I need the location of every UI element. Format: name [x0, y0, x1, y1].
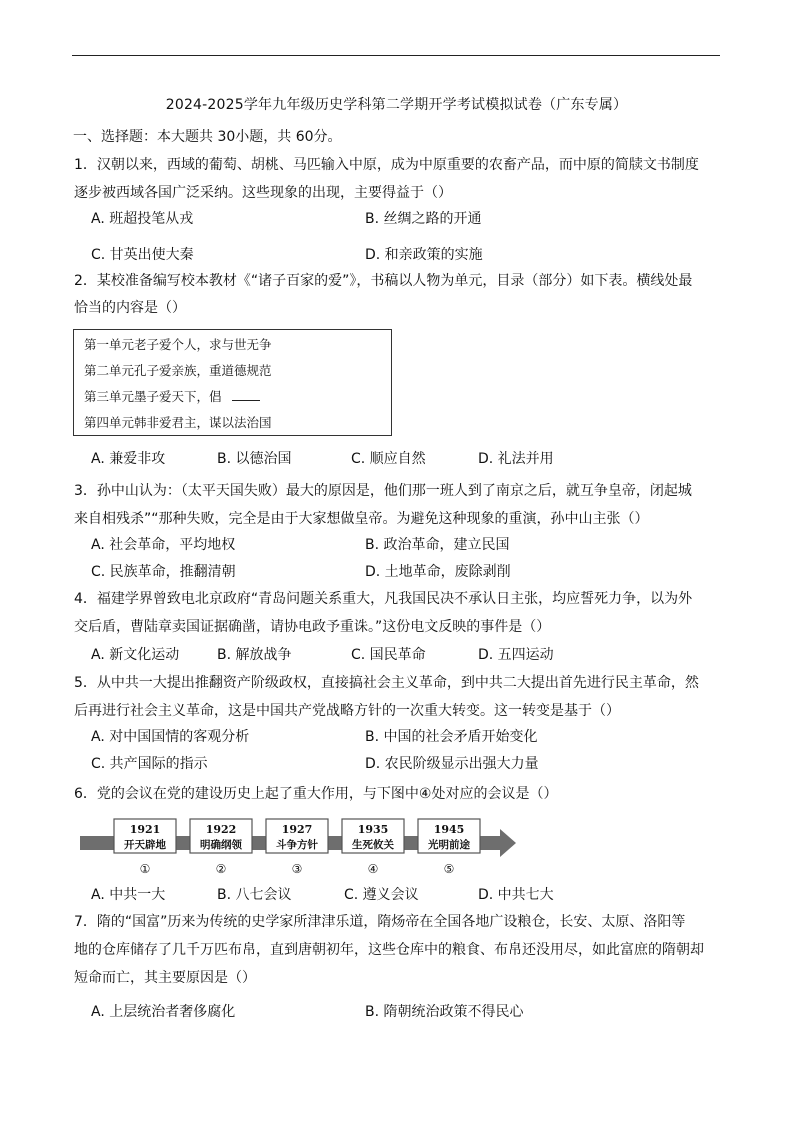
question-1-option-d: D. 和亲政策的实施	[365, 247, 483, 263]
question-4-option-d: D. 五四运动	[478, 647, 554, 663]
question-4-option-a: A. 新文化运动	[91, 647, 180, 663]
question-3-option-a: A. 社会革命，平均地权	[91, 537, 236, 553]
directory-row-3-text: 第三单元墨子爱天下，倡	[84, 389, 222, 404]
timeline-label-2: 明确纲领	[200, 839, 242, 851]
timeline-label-4: 生死攸关	[352, 839, 394, 851]
directory-row-2: 第二单元孔子爱亲族，重道德规范	[84, 363, 272, 378]
question-6-line-1: 6．党的会议在党的建设历史上起了重大作用，与下图中④处对应的会议是（）	[74, 786, 558, 802]
question-2-option-a: A. 兼爱非攻	[91, 451, 166, 467]
question-7-option-b: B. 隋朝统治政策不得民心	[365, 1004, 524, 1020]
section-heading: 一、选择题：本大题共 30小题，共 60分。	[73, 129, 342, 145]
question-2-option-d: D. 礼法并用	[478, 451, 554, 467]
question-5-option-c: C. 共产国际的指示	[91, 756, 208, 772]
question-1-line-2: 逐步被西域各国广泛采纳。这些现象的出现，主要得益于（）	[74, 185, 452, 201]
question-3-option-b: B. 政治革命，建立民国	[365, 537, 510, 553]
timeline-year-4: 1935	[357, 823, 389, 836]
question-7-option-a: A. 上层统治者奢侈腐化	[91, 1004, 236, 1020]
question-7-line-3: 短命而亡，其主要原因是（）	[74, 970, 256, 986]
question-5-option-b: B. 中国的社会矛盾开始变化	[365, 729, 538, 745]
question-3-option-c: C. 民族革命，推翻清朝	[91, 564, 236, 580]
question-5-option-a: A. 对中国国情的客观分析	[91, 729, 250, 745]
timeline-mark-3: ③	[291, 862, 303, 876]
directory-table	[73, 329, 392, 436]
question-1-option-b: B. 丝绸之路的开通	[365, 211, 482, 227]
question-4-line-1: 4．福建学界曾致电北京政府“青岛问题关系重大，凡我国民决不承认日主张，均应誓死力争，以为外	[74, 591, 693, 607]
question-1-line-1: 1．汉朝以来，西域的葡萄、胡桃、马匹输入中原，成为中原重要的农畜产品，而中原的简牍文书制度	[74, 157, 699, 173]
question-2-option-c: C. 顺应自然	[351, 451, 426, 467]
fill-in-blank	[232, 390, 260, 401]
question-5-line-2: 后再进行社会主义革命，这是中国共产党战略方针的一次重大转变。这一转变是基于（）	[74, 703, 620, 719]
exam-title: 2024-2025学年九年级历史学科第二学期开学考试模拟试卷（广东专属）	[165, 97, 628, 113]
timeline-year-5: 1945	[433, 823, 465, 836]
party-meetings-timeline	[80, 817, 516, 877]
timeline-mark-2: ②	[215, 862, 227, 876]
question-6-option-a: A. 中共一大	[91, 887, 166, 903]
question-2-option-b: B. 以德治国	[217, 451, 292, 467]
question-3-line-2: 来自相残杀”“那种失败，完全是由于大家想做皇帝。为避免这种现象的重演，孙中山主张（）	[74, 511, 649, 527]
timeline-mark-1: ①	[139, 862, 151, 876]
timeline-label-3: 斗争方针	[276, 839, 318, 851]
question-6-option-d: D. 中共七大	[478, 887, 554, 903]
question-4-line-2: 交后盾，曹陆章卖国证据确凿，请协电政予重诛。”这份电文反映的事件是（）	[74, 619, 551, 635]
question-1-option-c: C. 甘英出使大秦	[91, 247, 194, 263]
question-6-option-b: B. 八七会议	[217, 887, 292, 903]
question-4-option-c: C. 国民革命	[351, 647, 426, 663]
directory-row-4: 第四单元韩非爱君主，谋以法治国	[84, 415, 272, 430]
question-7-line-1: 7．隋的“国富”历来为传统的史学家所津津乐道，隋炀帝在全国各地广设粮仓，长安、太原、洛阳等	[74, 914, 686, 930]
timeline-year-3: 1927	[281, 823, 313, 836]
question-1-option-a: A. 班超投笔从戎	[91, 211, 194, 227]
timeline-year-1: 1921	[129, 823, 161, 836]
header-rule	[72, 55, 720, 56]
question-7-line-2: 地的仓库储存了几千万匹布帛，直到唐朝初年，这些仓库中的粮食、布帛还没用尽，如此富庶的隋朝却	[74, 942, 704, 958]
question-3-line-1: 3．孙中山认为：（太平天国失败）最大的原因是，他们那一班人到了南京之后，就互争皇帝，闭起城	[74, 483, 692, 499]
question-4-option-b: B. 解放战争	[217, 647, 292, 663]
question-5-line-1: 5．从中共一大提出推翻资产阶级政权，直接搞社会主义革命，到中共二大提出首先进行民主革命，然	[74, 675, 699, 691]
timeline-label-5: 光明前途	[428, 839, 470, 851]
timeline-label-1: 开天辟地	[124, 839, 166, 851]
question-6-option-c: C. 遵义会议	[344, 887, 419, 903]
directory-row-1: 第一单元老子爱个人，求与世无争	[84, 337, 272, 352]
question-3-option-d: D. 土地革命，废除剥削	[365, 564, 511, 580]
question-2-line-1: 2．某校准备编写校本教材《“诸子百家的爱”》，书稿以人物为单元，目录（部分）如下表。横线处最	[74, 273, 693, 289]
directory-row-3	[84, 389, 260, 405]
timeline-mark-5: ⑤	[443, 862, 455, 876]
timeline-mark-4: ④	[367, 862, 379, 876]
question-5-option-d: D. 农民阶级显示出强大力量	[365, 756, 539, 772]
timeline-year-2: 1922	[205, 823, 237, 836]
question-2-line-2: 恰当的内容是（）	[74, 300, 186, 316]
